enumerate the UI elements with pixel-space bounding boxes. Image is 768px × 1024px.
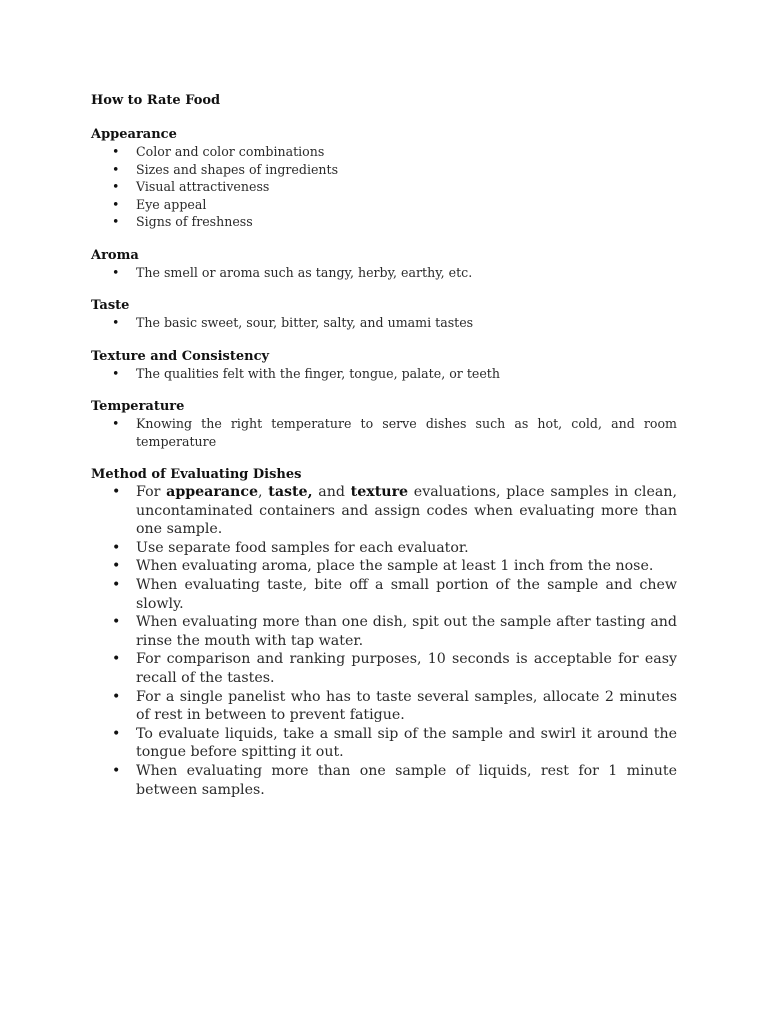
list-item: • The qualities felt with the finger, tongue, palate, or teeth bbox=[91, 365, 677, 383]
document-page bbox=[91, 92, 677, 815]
section-heading: Temperature bbox=[91, 399, 185, 414]
section-heading: Method of Evaluating Dishes bbox=[91, 467, 302, 482]
list-item: • When evaluating aroma, place the sample at least 1 inch from the nose. bbox=[91, 557, 677, 576]
bullet-list bbox=[91, 415, 677, 450]
section-method bbox=[91, 466, 677, 799]
text-run: evaluations, place samples in clean, uncontaminated containers and assign codes when evaluating more than one sample. bbox=[136, 484, 677, 538]
section-temperature bbox=[91, 398, 677, 450]
section-heading: Appearance bbox=[91, 127, 177, 142]
section-heading: Aroma bbox=[91, 247, 139, 263]
bullet-list bbox=[91, 314, 677, 332]
bullet-list bbox=[91, 264, 677, 282]
list-item: • Signs of freshness bbox=[91, 213, 677, 231]
list-item bbox=[91, 483, 677, 539]
text-run: , bbox=[258, 484, 269, 500]
bold-text: texture bbox=[350, 484, 409, 500]
list-item: • Eye appeal bbox=[91, 196, 677, 214]
text-run: For bbox=[136, 484, 167, 500]
bullet-list bbox=[91, 143, 677, 231]
list-item: • Visual attractiveness bbox=[91, 178, 677, 196]
section-taste bbox=[91, 297, 677, 332]
bold-text: appearance bbox=[166, 484, 259, 500]
section-heading: Taste bbox=[91, 298, 130, 313]
bold-text: taste, bbox=[268, 484, 313, 500]
list-item: • When evaluating more than one sample of liquids, rest for 1 minute between samples. bbox=[91, 762, 677, 799]
list-item: • Color and color combinations bbox=[91, 143, 677, 161]
text-run: and bbox=[312, 484, 351, 500]
list-item: • The basic sweet, sour, bitter, salty, and umami tastes bbox=[91, 314, 677, 332]
list-item: • For a single panelist who has to taste several samples, allocate 2 minutes of rest in between to prevent fatigue. bbox=[91, 688, 677, 725]
list-item: • Knowing the right temperature to serve dishes such as hot, cold, and room temperature bbox=[91, 415, 677, 450]
section-aroma bbox=[91, 247, 677, 282]
list-item: • When evaluating taste, bite off a small portion of the sample and chew slowly. bbox=[91, 576, 677, 613]
bullet-list bbox=[91, 483, 677, 799]
list-item: • To evaluate liquids, take a small sip of the sample and swirl it around the tongue before spitting it out. bbox=[91, 725, 677, 762]
section-texture bbox=[91, 348, 677, 383]
list-item: • Sizes and shapes of ingredients bbox=[91, 161, 677, 179]
list-item: • When evaluating more than one dish, spit out the sample after tasting and rinse the mouth with tap water. bbox=[91, 613, 677, 650]
bullet-list bbox=[91, 365, 677, 383]
list-item: • Use separate food samples for each evaluator. bbox=[91, 539, 677, 558]
document-title: How to Rate Food bbox=[91, 93, 221, 108]
section-heading: Texture and Consistency bbox=[91, 348, 270, 364]
section-appearance bbox=[91, 126, 677, 231]
list-item: • The smell or aroma such as tangy, herby, earthy, etc. bbox=[91, 264, 677, 282]
list-item: • For comparison and ranking purposes, 10 seconds is acceptable for easy recall of the tastes. bbox=[91, 650, 677, 687]
